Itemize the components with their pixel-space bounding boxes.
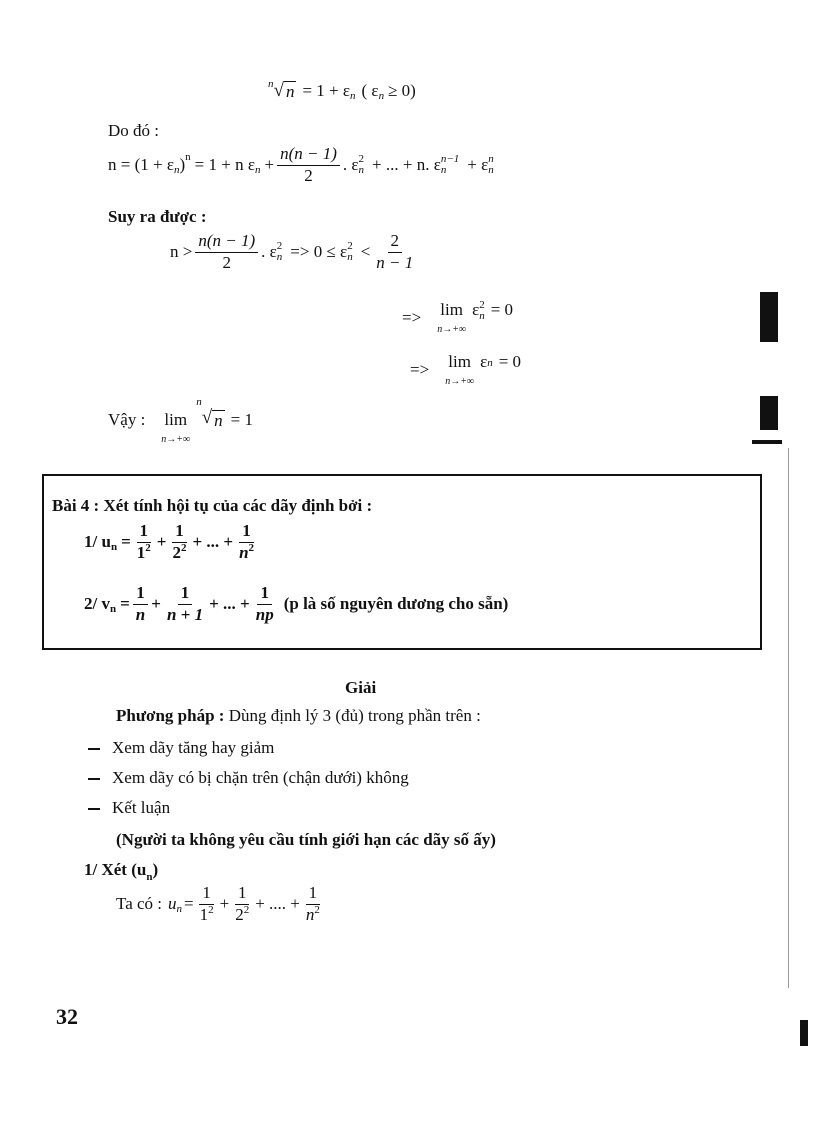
step-item: Kết luận: [88, 798, 170, 818]
inequality-line: n > $\frac{n(n - 1)}{2}$ . ε 2 n => 0 ≤ ε 2 n < $\frac{2}{n - 1}$: [170, 231, 414, 272]
dash-bullet-icon: [88, 808, 100, 811]
exercise-item-2: 2/ v n = $\frac{1}{n}$ + $\frac{1}{n + 1}$ + ... + $\frac{1}{np}$ (p là số nguyên dương cho sẵn): [84, 583, 509, 624]
exercise-item-1: 1/ u n = $\frac{1}{1^2}$ + $\frac{1}{2^2}$ + ... + $\frac{1}{n^2}$: [84, 521, 255, 562]
solution-note: (Người ta không yêu cầu tính giới hạn các dãy số ấy): [116, 830, 496, 849]
margin-mark: [760, 292, 778, 342]
margin-mark: [800, 1020, 808, 1046]
dash-bullet-icon: [88, 748, 100, 751]
margin-mark: [760, 396, 778, 430]
suy-ra-label: Suy ra được :: [108, 207, 207, 226]
solution-heading: Giải: [345, 678, 377, 697]
step-item: Xem dãy tăng hay giảm: [88, 738, 274, 758]
page-number: 32: [56, 1004, 78, 1029]
binomial-expansion: n = (1 + ε n ) n = 1 + n ε n + $\frac{n(n - 1)}{2}$ . ε 2 n + ... + n. ε n−1 n + ε n n: [108, 144, 494, 185]
method-line: Phương pháp : Dùng định lý 3 (đủ) trong phần trên :: [116, 706, 481, 725]
limit-eps-squared: => lim n→+∞ ε 2 n = 0: [402, 299, 514, 335]
do-do-label: Do đó :: [108, 121, 159, 140]
dash-bullet-icon: [88, 778, 100, 781]
step-item: Xem dãy có bị chặn trên (chận dưới) không: [88, 768, 409, 788]
margin-mark: [752, 440, 782, 444]
exercise-title: Bài 4 : Xét tính hội tụ của các dãy định bởi :: [52, 496, 373, 515]
nth-root-definition: n √ n = 1 + ε n ( ε n ≥ 0): [268, 78, 416, 102]
part-1-heading: 1/ Xét $(u_n)$: [84, 860, 159, 883]
limit-eps: => lim n→+∞ ε n = 0: [410, 352, 522, 387]
conclusion-limit: Vậy : lim n→+∞ n √ n = 1: [108, 396, 253, 445]
margin-edge-line: [788, 448, 789, 988]
ta-co-expression: Ta có : u n = $\frac{1}{1^2}$ + $\frac{1}{2^2}$ + .... + $\frac{1}{n^2}$: [116, 883, 320, 924]
